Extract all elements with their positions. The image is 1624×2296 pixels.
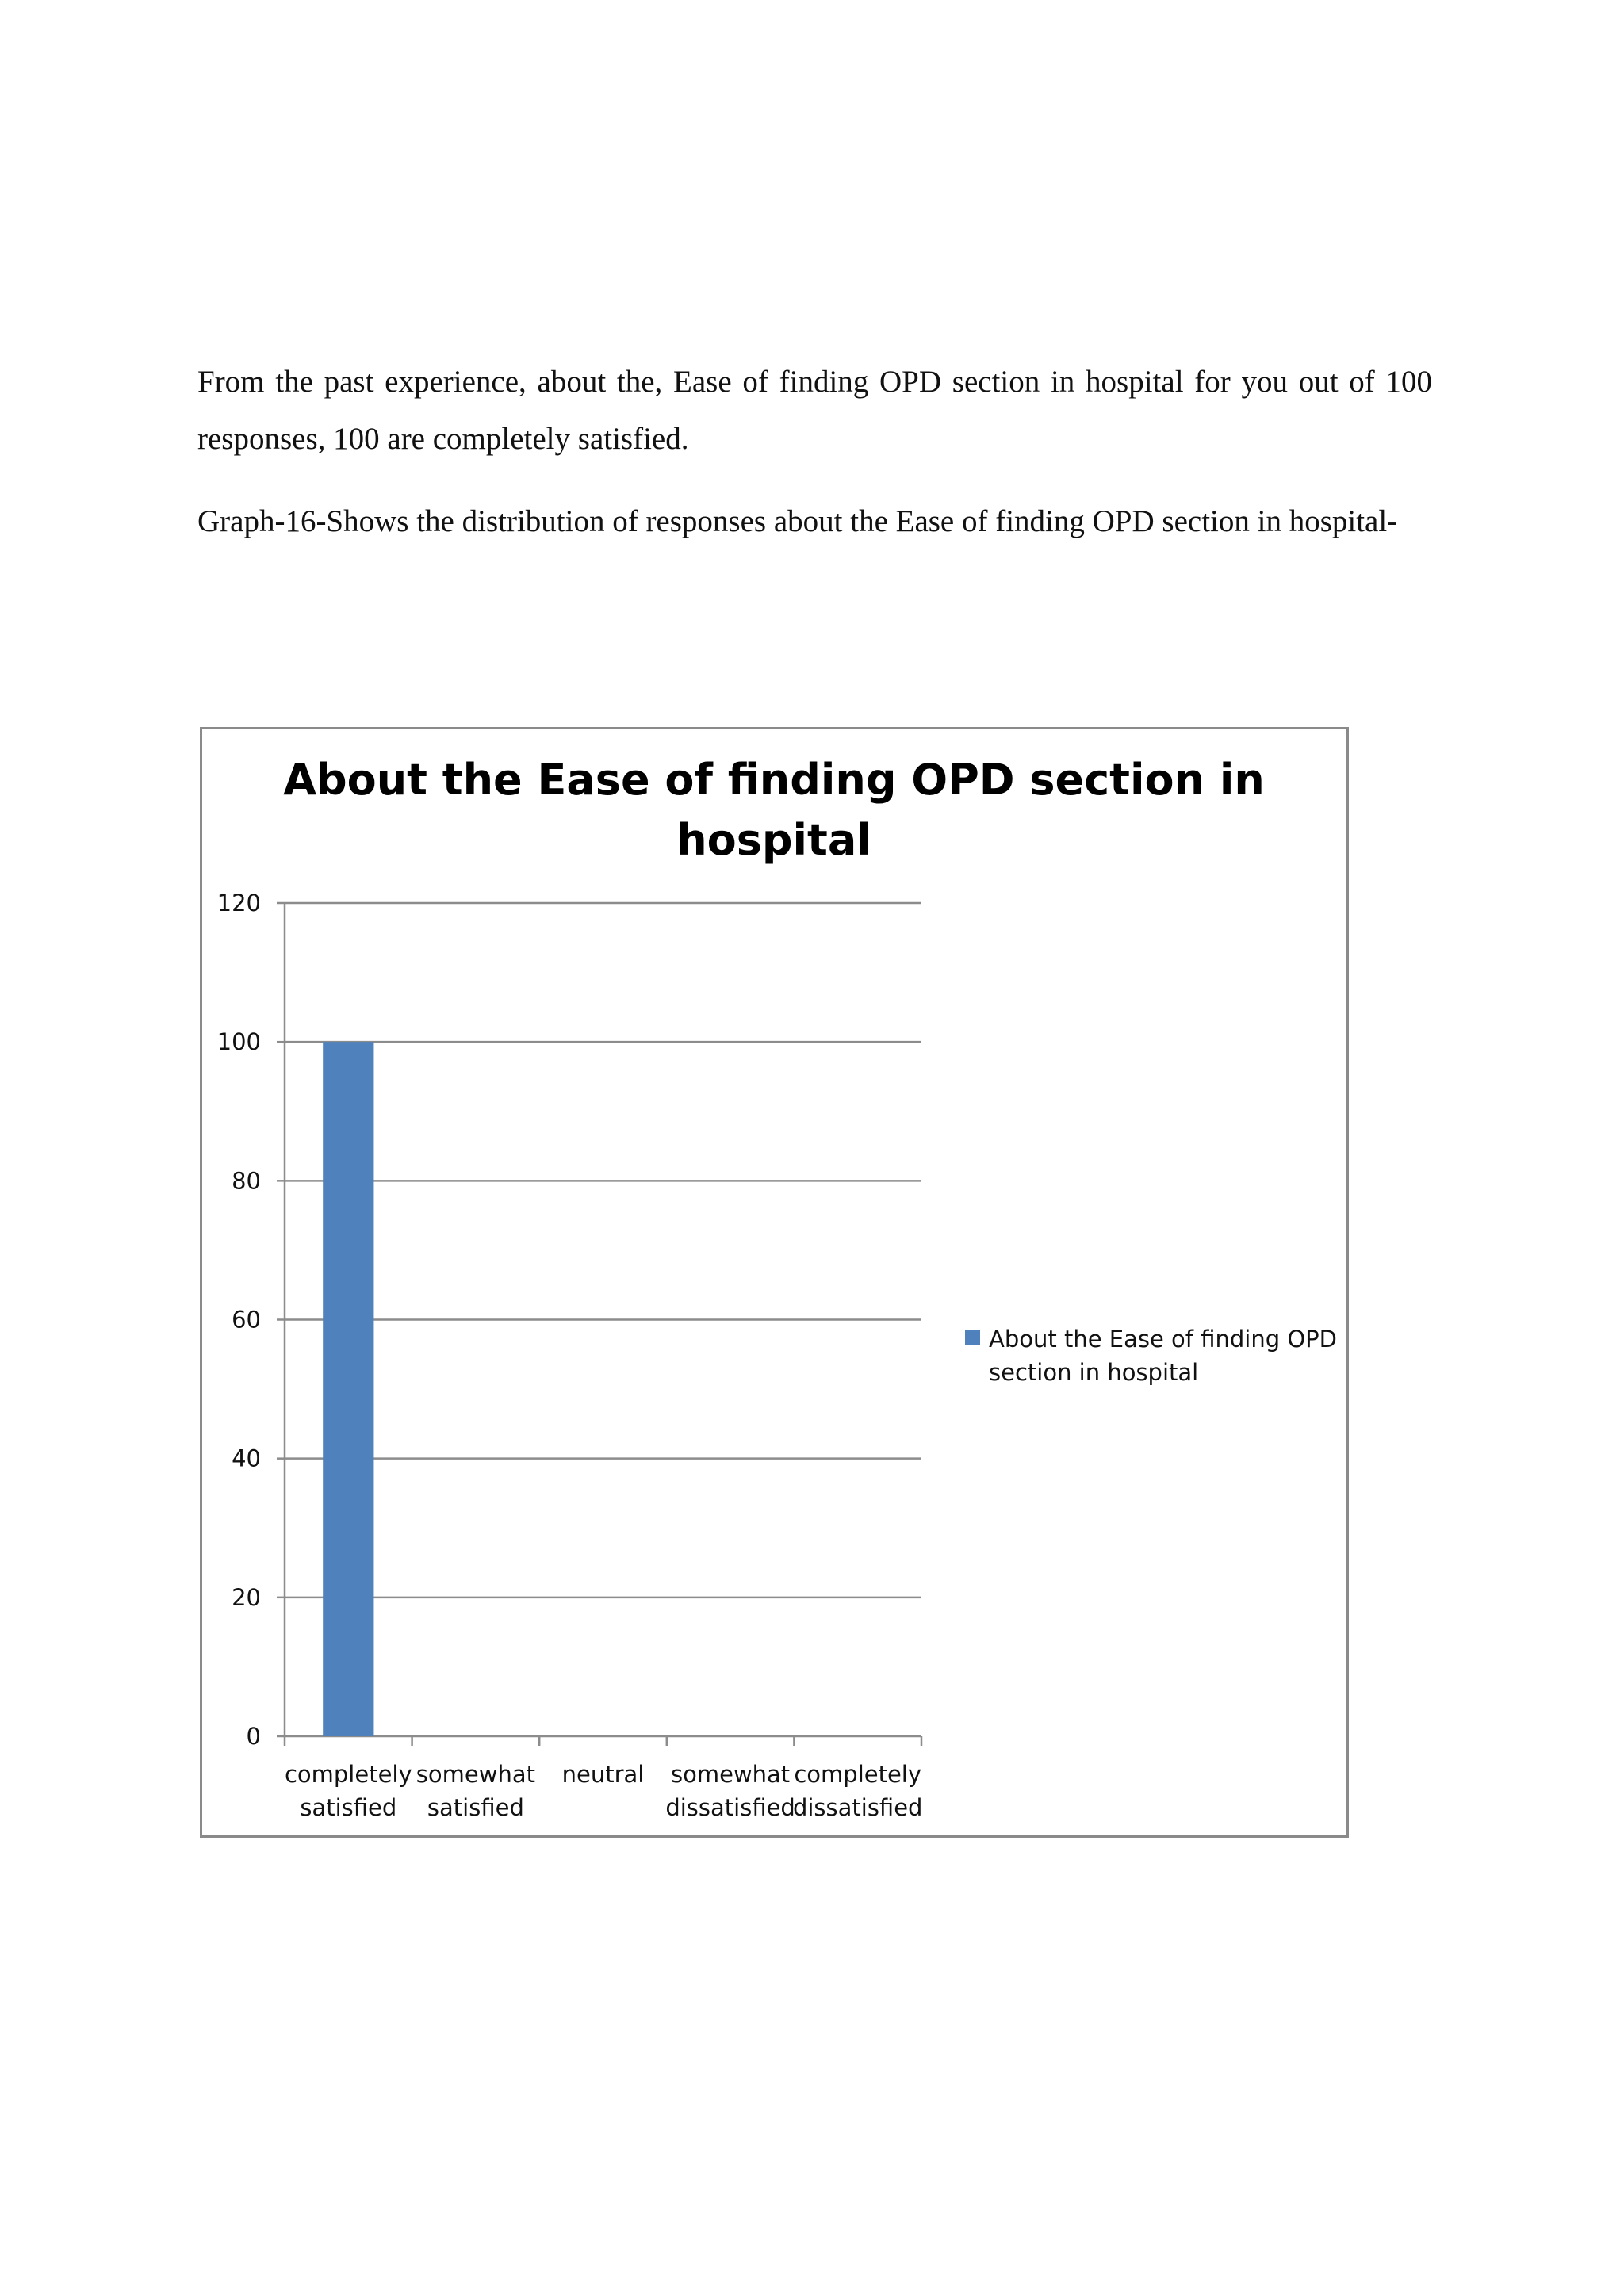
x-category-label: satisfied (427, 1794, 524, 1821)
chart-frame (200, 727, 1349, 1838)
x-category-label: somewhat (416, 1761, 535, 1788)
chart-title-line: hospital (676, 815, 871, 865)
y-tick-label: 80 (232, 1167, 261, 1195)
y-tick-label: 100 (216, 1028, 261, 1056)
graph-caption-paragraph: Graph-16-Shows the distribution of responses about the Ease of finding OPD section in hospital- (197, 504, 1398, 538)
x-category-label: dissatisfied (665, 1794, 795, 1821)
legend-label: section in hospital (989, 1359, 1199, 1386)
x-category-label: completely (284, 1761, 412, 1788)
y-tick-label: 120 (216, 890, 261, 916)
y-tick-label: 20 (232, 1583, 261, 1611)
x-category-label: satisfied (300, 1794, 397, 1821)
y-tick-label: 40 (232, 1445, 261, 1472)
legend-label: About the Ease of finding OPD (989, 1326, 1337, 1353)
chart-title-line: About the Ease of finding OPD section in (283, 755, 1265, 805)
y-tick-label: 60 (232, 1306, 261, 1334)
x-category-label: somewhat (671, 1761, 791, 1788)
y-tick-label: 0 (246, 1723, 261, 1750)
x-category-label: neutral (561, 1761, 645, 1788)
x-category-label: completely (794, 1761, 922, 1788)
intro-paragraph: From the past experience, about the, Ease of finding OPD section in hospital for you out of 100 responses, 100 are completely satisfied. (197, 365, 1432, 456)
x-category-label: dissatisfied (792, 1794, 923, 1821)
